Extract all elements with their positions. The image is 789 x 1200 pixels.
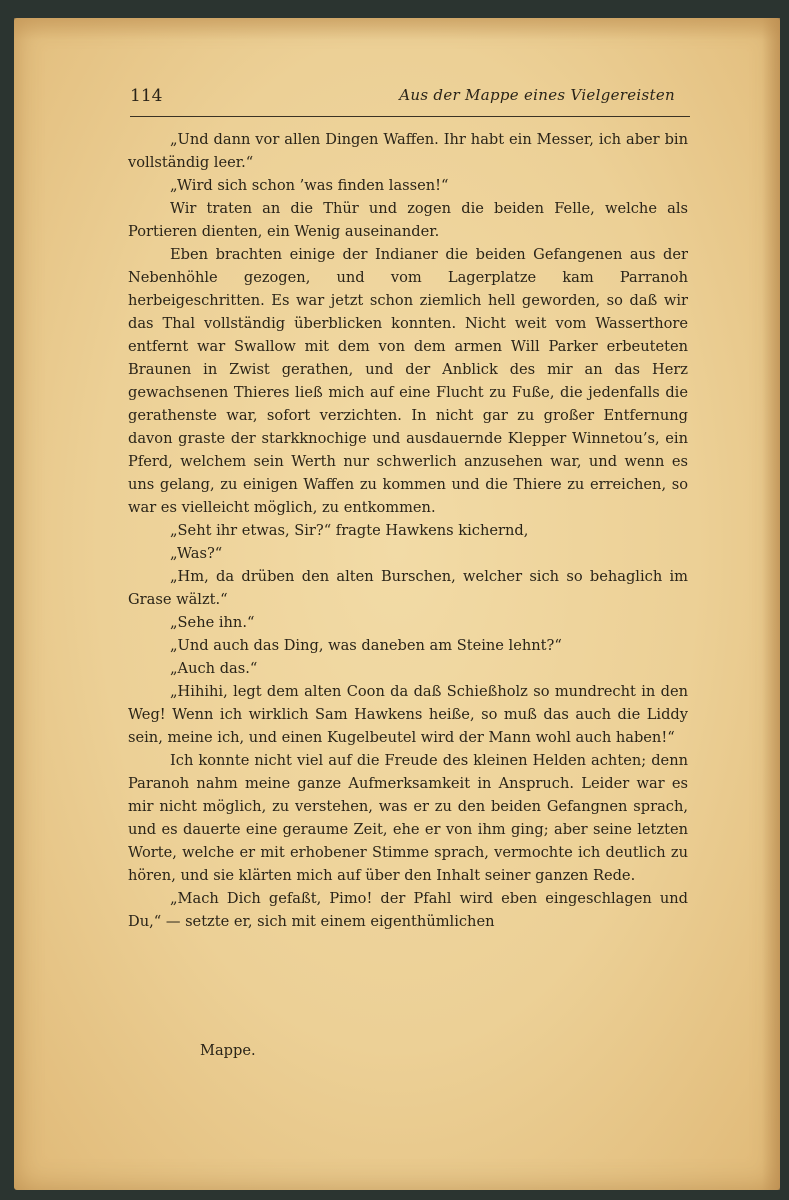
page-header: [130, 84, 675, 108]
page-number: 114: [130, 86, 163, 106]
paragraph: Ich konnte nicht viel auf die Freude des kleinen Helden achten; denn Paranoh nahm meine ganze Aufmerksamkeit in Anspruch. Leider war es mir nicht möglich, zu verstehen, was er zu den beiden Gefangnen sprach, und es dauerte eine geraume Zeit, ehe er von ihm ging; aber seine letzten Worte, welche er mit erhobener Stimme sprach, vermochte ich deutlich zu hören, und sie klärten mich auf über den Inhalt seiner ganzen Rede.: [128, 752, 688, 884]
paragraph: „Wird sich schon ’was finden lassen!“: [170, 177, 449, 194]
page-edge-stain-top: [14, 18, 780, 40]
paragraph: „Sehe ihn.“: [170, 614, 255, 631]
paragraph: Wir traten an die Thür und zogen die beiden Felle, welche als Portieren dienten, ein Wenig auseinander.: [128, 200, 688, 240]
catchword: Mappe.: [200, 1042, 256, 1059]
paragraph: „Hm, da drüben den alten Burschen, welcher sich so behaglich im Grase wälzt.“: [128, 568, 688, 608]
paragraph: „Seht ihr etwas, Sir?“ fragte Hawkens kichernd,: [170, 522, 529, 539]
paragraph: „Und dann vor allen Dingen Waffen. Ihr habt ein Messer, ich aber bin vollständig leer.“: [128, 131, 688, 171]
paragraph: „Auch das.“: [170, 660, 258, 677]
running-title: Aus der Mappe eines Vielgereisten: [399, 86, 675, 104]
paragraph: „Mach Dich gefaßt, Pimo! der Pfahl wird eben eingeschlagen und Du,“ — setzte er, sich mit einem eigenthümlichen: [128, 890, 688, 930]
header-rule: [130, 116, 690, 117]
page-edge-stain-right: [762, 18, 780, 1190]
paragraph: „Hihihi, legt dem alten Coon da daß Schießholz so mundrecht in den Weg! Wenn ich wirklich Sam Hawkens heiße, so muß das auch die Liddy sein, meine ich, und einen Kugelbeutel wird der Mann wohl auch haben!“: [128, 683, 688, 746]
paragraph: Eben brachten einige der Indianer die beiden Gefangenen aus der Nebenhöhle gezogen, und vom Lagerplatze kam Parranoh herbeigeschritten. Es war jetzt schon ziemlich hell geworden, so daß wir das Thal vollständig überblicken konnten. Nicht weit vom Wasserthore entfernt war Swallow mit dem von dem armen Will Parker erbeuteten Braunen in Zwist gerathen, und der Anblick des mir an das Herz gewachsenen Thieres ließ mich auf eine Flucht zu Fuße, die jedenfalls die gerathenste war, sofort verzichten. In nicht gar zu großer Entfernung davon graste der starkknochige und ausdauernde Klepper Winnetou’s, ein Pferd, welchem sein Werth nur schwerlich anzusehen war, und wenn es uns gelang, zu einigen Waffen zu kommen und die Thiere zu erreichen, so war es vielleicht möglich, zu entkommen.: [128, 246, 688, 516]
body-text: [128, 128, 688, 933]
paragraph: „Was?“: [170, 545, 223, 562]
paragraph: „Und auch das Ding, was daneben am Steine lehnt?“: [170, 637, 562, 654]
